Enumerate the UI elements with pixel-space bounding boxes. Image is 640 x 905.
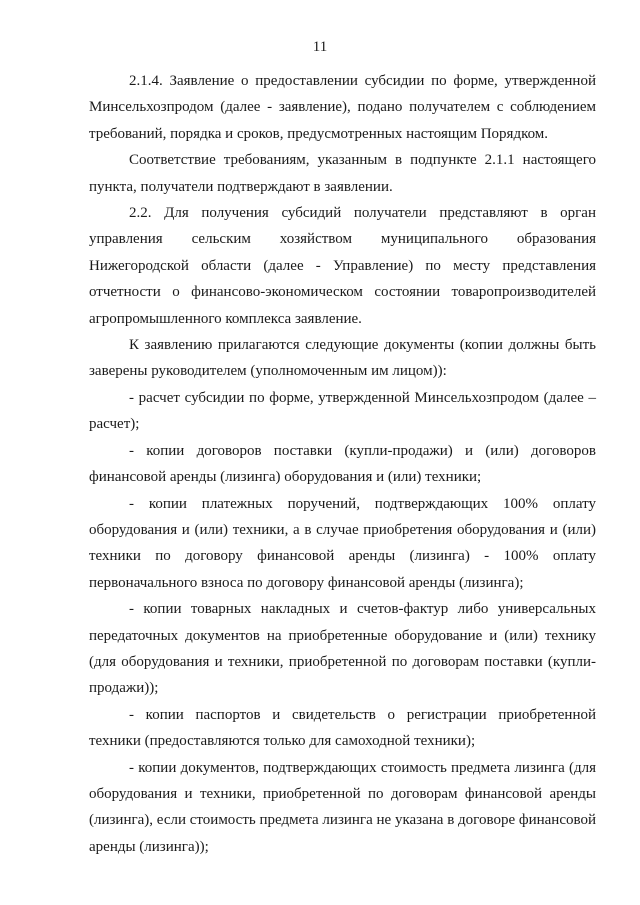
list-item-subsidy-calculation: - расчет субсидии по форме, утвержденной Минсельхозпродом (далее – расчет); — [89, 389, 596, 433]
paragraph-compliance-confirmation: Соответствие требованиям, указанным в подпункте 2.1.1 настоящего пункта, получатели подтверждают в заявлении. — [89, 152, 596, 195]
paragraph-attached-documents: К заявлению прилагаются следующие документы (копии должны быть заверены руководителем (уполномоченным им лицом)): — [89, 337, 596, 380]
document-body — [89, 68, 596, 860]
paragraph-2-2: 2.2. Для получения субсидий получатели представляют в орган управления сельским хозяйством муниципального образования Нижегородской области (далее - Управление) по месту представления отчетности о финансово-экономическом состоянии товаропроизводителей агропромышленного комплекса заявление. — [89, 205, 596, 327]
paragraph-2-1-4: 2.1.4. Заявление о предоставлении субсидии по форме, утвержденной Минсельхозпродом (далее - заявление), подано получателем с соблюдением требований, порядка и сроков, предусмотренных настоящим Порядком. — [89, 73, 596, 142]
list-item-supply-contracts: - копии договоров поставки (купли-продажи) и (или) договоров финансовой аренды (лизинга) оборудования и (или) техники; — [89, 442, 596, 486]
list-item-waybills-invoices: - копии товарных накладных и счетов-фактур либо универсальных передаточных документов на приобретенные оборудование и (или) технику (для оборудования и техники, приобретенной по договорам поставки (купли-продажи)); — [89, 601, 596, 697]
list-item-leasing-cost-documents: - копии документов, подтверждающих стоимость предмета лизинга (для оборудования и техники, приобретенной по договорам финансовой аренды (лизинга), если стоимость предмета лизинга не указана в договоре финансовой аренды (лизинга)); — [89, 759, 596, 855]
list-item-passports-certificates: - копии паспортов и свидетельств о регистрации приобретенной техники (предоставляются только для самоходной техники); — [89, 706, 596, 750]
list-item-payment-orders: - копии платежных поручений, подтверждающих 100% оплату оборудования и (или) техники, а в случае приобретения оборудования и (или) техники по договору финансовой аренды (лизинга) - 100% оплату первоначального взноса по договору финансовой аренды (лизинга); — [89, 495, 596, 591]
page-number: 11 — [312, 39, 328, 55]
